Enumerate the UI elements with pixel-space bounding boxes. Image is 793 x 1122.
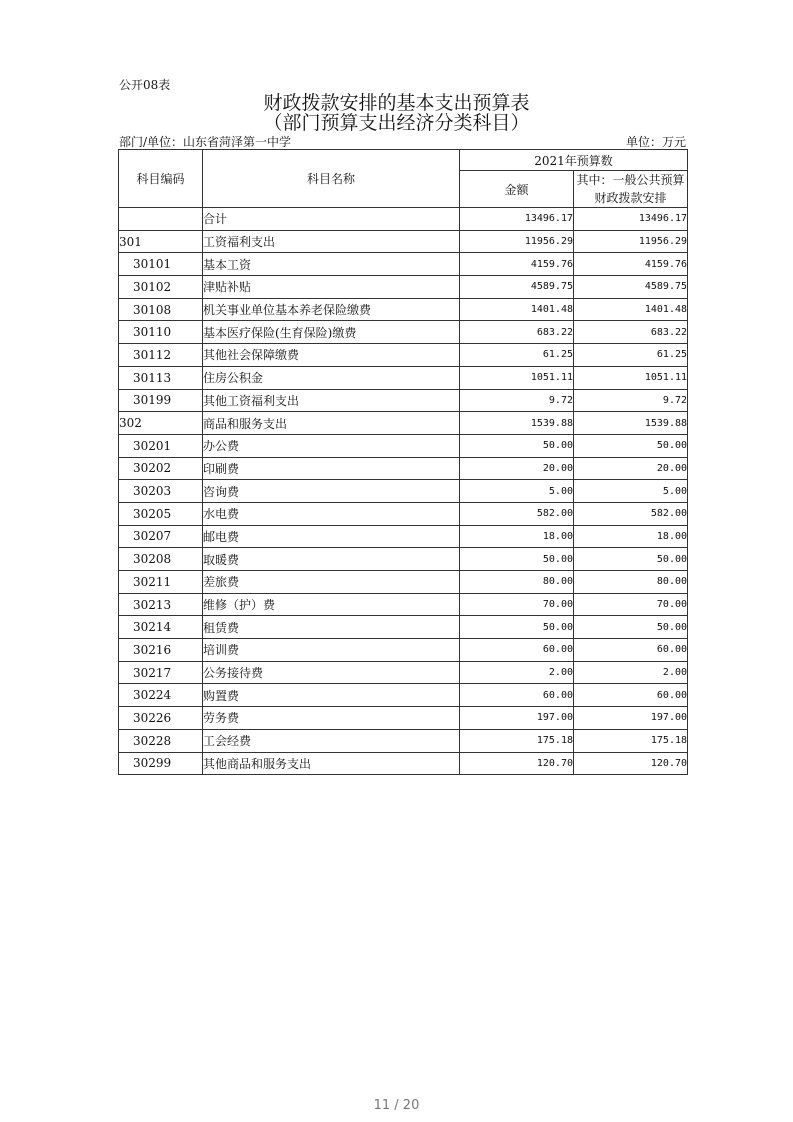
page-code: 公开08表 [119, 78, 171, 92]
row-amount: 60.00 [460, 684, 574, 707]
table-row [119, 639, 688, 662]
department-label: 部门/单位：山东省菏泽第一中学 [119, 135, 292, 149]
row-amount: 50.00 [460, 616, 574, 639]
row-code: 30214 [119, 616, 203, 639]
table-row [119, 729, 688, 752]
row-public-amount: 50.00 [574, 548, 688, 571]
unit-label: 单位：万元 [626, 135, 687, 149]
header-budget-group: 2021年预算数 [460, 150, 688, 171]
row-public-amount: 4589.75 [574, 276, 688, 299]
row-amount: 175.18 [460, 729, 574, 752]
row-amount: 1401.48 [460, 298, 574, 321]
header-name: 科目名称 [203, 150, 460, 208]
row-code: 30226 [119, 707, 203, 730]
row-amount: 50.00 [460, 548, 574, 571]
table-row [119, 298, 688, 321]
row-public-amount: 4159.76 [574, 253, 688, 276]
table-row [119, 434, 688, 457]
row-public-amount: 5.00 [574, 480, 688, 503]
row-amount: 50.00 [460, 434, 574, 457]
header-code: 科目编码 [119, 150, 203, 208]
row-name: 其他工资福利支出 [203, 389, 460, 412]
row-name: 邮电费 [203, 525, 460, 548]
header-public-line2: 财政拨款安排 [594, 191, 667, 205]
page-number: 11 / 20 [373, 1098, 420, 1113]
table-row [119, 616, 688, 639]
table-row [119, 593, 688, 616]
row-public-amount: 9.72 [574, 389, 688, 412]
row-code: 30110 [119, 321, 203, 344]
table-row [119, 457, 688, 480]
row-name: 合计 [203, 208, 460, 231]
table-row [119, 661, 688, 684]
page-title: 财政拨款安排的基本支出预算表 [263, 92, 530, 114]
row-amount: 60.00 [460, 639, 574, 662]
row-code: 302 [119, 412, 203, 435]
row-code: 30113 [119, 366, 203, 389]
row-name: 劳务费 [203, 707, 460, 730]
row-public-amount: 20.00 [574, 457, 688, 480]
row-name: 住房公积金 [203, 366, 460, 389]
table-row [119, 480, 688, 503]
row-public-amount: 61.25 [574, 344, 688, 367]
row-public-amount: 1401.48 [574, 298, 688, 321]
row-public-amount: 70.00 [574, 593, 688, 616]
row-public-amount: 13496.17 [574, 208, 688, 231]
row-name: 水电费 [203, 502, 460, 525]
row-code: 30205 [119, 502, 203, 525]
table-row [119, 208, 688, 231]
row-public-amount: 60.00 [574, 684, 688, 707]
row-public-amount: 120.70 [574, 752, 688, 775]
table-row [119, 276, 688, 299]
row-amount: 13496.17 [460, 208, 574, 231]
row-public-amount: 80.00 [574, 571, 688, 594]
row-code: 30213 [119, 593, 203, 616]
row-amount: 197.00 [460, 707, 574, 730]
row-code: 30299 [119, 752, 203, 775]
row-amount: 70.00 [460, 593, 574, 616]
row-name: 工会经费 [203, 729, 460, 752]
header-amount: 金额 [460, 171, 574, 208]
row-amount: 582.00 [460, 502, 574, 525]
row-code: 30203 [119, 480, 203, 503]
row-public-amount: 50.00 [574, 434, 688, 457]
row-name: 基本医疗保险(生育保险)缴费 [203, 321, 460, 344]
row-code: 30217 [119, 661, 203, 684]
row-public-amount: 50.00 [574, 616, 688, 639]
row-amount: 120.70 [460, 752, 574, 775]
row-code: 30201 [119, 434, 203, 457]
table-row [119, 548, 688, 571]
row-code: 30108 [119, 298, 203, 321]
row-name: 维修（护）费 [203, 593, 460, 616]
row-name: 其他社会保障缴费 [203, 344, 460, 367]
row-amount: 9.72 [460, 389, 574, 412]
row-name: 办公费 [203, 434, 460, 457]
table-row [119, 389, 688, 412]
header-public-budget [574, 171, 688, 208]
row-public-amount: 11956.29 [574, 230, 688, 253]
table-row [119, 752, 688, 775]
row-amount: 20.00 [460, 457, 574, 480]
row-code: 30228 [119, 729, 203, 752]
row-code: 30199 [119, 389, 203, 412]
row-amount: 18.00 [460, 525, 574, 548]
table-row [119, 571, 688, 594]
row-name: 津贴补贴 [203, 276, 460, 299]
budget-table [118, 149, 688, 775]
table-row [119, 321, 688, 344]
row-name: 购置费 [203, 684, 460, 707]
table-row [119, 230, 688, 253]
row-amount: 61.25 [460, 344, 574, 367]
row-public-amount: 683.22 [574, 321, 688, 344]
row-code: 30216 [119, 639, 203, 662]
row-name: 基本工资 [203, 253, 460, 276]
row-name: 印刷费 [203, 457, 460, 480]
row-public-amount: 60.00 [574, 639, 688, 662]
row-public-amount: 582.00 [574, 502, 688, 525]
row-amount: 4589.75 [460, 276, 574, 299]
row-code: 30207 [119, 525, 203, 548]
row-public-amount: 2.00 [574, 661, 688, 684]
table-row [119, 684, 688, 707]
table-row [119, 502, 688, 525]
row-amount: 80.00 [460, 571, 574, 594]
table-row [119, 366, 688, 389]
row-name: 培训费 [203, 639, 460, 662]
page-subtitle: （部门预算支出经济分类科目） [263, 112, 530, 134]
row-code [119, 208, 203, 231]
row-amount: 11956.29 [460, 230, 574, 253]
row-amount: 5.00 [460, 480, 574, 503]
row-code: 30202 [119, 457, 203, 480]
row-code: 30112 [119, 344, 203, 367]
row-name: 租赁费 [203, 616, 460, 639]
row-amount: 2.00 [460, 661, 574, 684]
row-public-amount: 1051.11 [574, 366, 688, 389]
row-public-amount: 197.00 [574, 707, 688, 730]
row-name: 取暖费 [203, 548, 460, 571]
row-name: 机关事业单位基本养老保险缴费 [203, 298, 460, 321]
table-row [119, 525, 688, 548]
row-code: 30208 [119, 548, 203, 571]
row-name: 咨询费 [203, 480, 460, 503]
row-code: 30224 [119, 684, 203, 707]
header-public-line1: 其中：一般公共预算 [576, 173, 685, 187]
row-amount: 4159.76 [460, 253, 574, 276]
row-code: 30211 [119, 571, 203, 594]
row-public-amount: 1539.88 [574, 412, 688, 435]
row-amount: 683.22 [460, 321, 574, 344]
row-public-amount: 175.18 [574, 729, 688, 752]
row-public-amount: 18.00 [574, 525, 688, 548]
row-name: 商品和服务支出 [203, 412, 460, 435]
row-code: 301 [119, 230, 203, 253]
row-name: 其他商品和服务支出 [203, 752, 460, 775]
table-row [119, 412, 688, 435]
table-row [119, 253, 688, 276]
row-name: 差旅费 [203, 571, 460, 594]
table-row [119, 707, 688, 730]
row-name: 工资福利支出 [203, 230, 460, 253]
table-row [119, 344, 688, 367]
row-amount: 1539.88 [460, 412, 574, 435]
row-name: 公务接待费 [203, 661, 460, 684]
row-amount: 1051.11 [460, 366, 574, 389]
row-code: 30101 [119, 253, 203, 276]
row-code: 30102 [119, 276, 203, 299]
